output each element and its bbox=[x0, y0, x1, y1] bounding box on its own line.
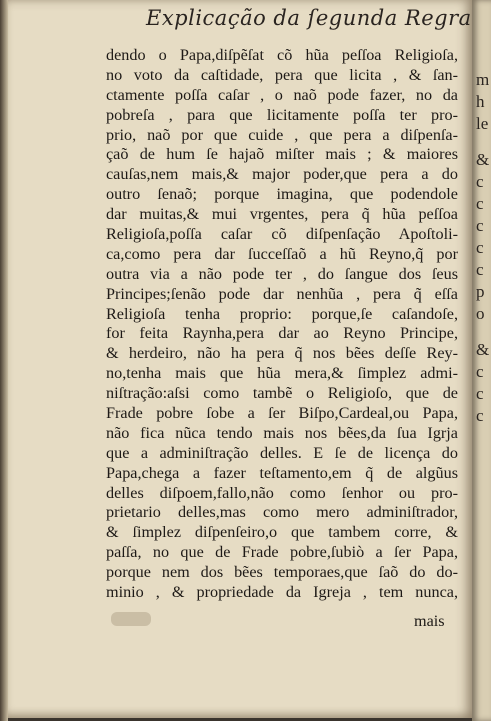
text-line: no voto da caſtidade, pera que licita , & ſan- bbox=[106, 65, 458, 84]
text-line: ctamente poſſa caſar , o naõ pode fazer, no da bbox=[106, 85, 458, 104]
text-line: prio, naõ por que cuide , que pera a diſpenſa- bbox=[106, 125, 458, 144]
facing-page-fragment: c bbox=[476, 260, 484, 279]
text-line: paſſa, no que de Frade pobre,ſubiò a ſer Papa, bbox=[106, 543, 458, 562]
text-line: cauſas,nem mais,& major poder,que pera a do bbox=[106, 165, 458, 184]
text-line: dendo o Papa,diſpẽſat cõ hũa peſſoa Religioſa, bbox=[106, 46, 458, 64]
text-line: outro ſenaõ; porque imagina, que podendole bbox=[106, 185, 458, 204]
facing-page-fragment: c bbox=[476, 384, 484, 403]
facing-page-fragment: le bbox=[476, 114, 489, 133]
text-line: ca,como pera dar ſucceſſaõ a hũ Reyno,q̃ por bbox=[106, 244, 458, 263]
text-line: dar muitas,& mui vrgentes, pera q̃ hũa peſſoa bbox=[106, 205, 458, 224]
text-line: Religioſa,poſſa caſar cõ diſpenſação Apoſtoli- bbox=[106, 225, 458, 244]
text-line: Religioſa tenha proprio: porque,ſe caſandoſe, bbox=[106, 304, 458, 323]
facing-page-fragment: h bbox=[476, 92, 485, 111]
text-line: çaõ de hum ſe hajaõ miſter mais ; & maiores bbox=[106, 145, 458, 164]
text-line: prietario delles,mas como mero adminiſtrador, bbox=[106, 503, 458, 522]
left-page bbox=[6, 0, 472, 718]
text-line: & herdeiro, não ha pera q̃ nos bẽes deſſe Rey- bbox=[106, 344, 458, 363]
text-line: que a adminiſtração delles. E ſe de licença do bbox=[106, 443, 458, 462]
text-line: outra via a não pode ter , do ſangue dos ſeus bbox=[106, 264, 458, 283]
page-edge bbox=[0, 0, 8, 721]
facing-page-edge bbox=[472, 0, 491, 721]
text-line: no,tenha mais que hũa mera,& ſimplez admi- bbox=[106, 364, 458, 383]
ink-smudge bbox=[111, 612, 151, 626]
facing-page-fragment: p bbox=[476, 282, 485, 301]
body-text bbox=[106, 46, 458, 603]
text-line: niſtração:aſsi como tambẽ o Religioſo, que de bbox=[106, 384, 458, 403]
running-head: Explicação da ſegunda Regra bbox=[146, 6, 472, 30]
text-line: minio , & propriedade da Igreja , tem nunca, bbox=[106, 583, 458, 602]
facing-page-fragment: o bbox=[476, 304, 485, 323]
catchword: mais bbox=[414, 612, 445, 630]
facing-page-fragment: c bbox=[476, 216, 484, 235]
facing-page-fragment: m bbox=[476, 70, 490, 89]
text-line: for feita Raynha,pera dar ao Reyno Principe, bbox=[106, 324, 458, 343]
facing-page-fragment: c bbox=[476, 172, 484, 191]
text-line: Frade pobre ſobe a ſer Biſpo,Cardeal,ou Papa, bbox=[106, 404, 458, 423]
facing-page-fragment: & bbox=[476, 340, 490, 359]
text-line: Principes;ſenão pode dar nenhũa , pera q̃ eſſa bbox=[106, 284, 458, 303]
facing-page-fragment: c bbox=[476, 406, 484, 425]
facing-page-fragment: c bbox=[476, 238, 484, 257]
facing-page-fragment: & bbox=[476, 150, 490, 169]
text-line: delles diſpoem,fallo,não como ſenhor ou pro- bbox=[106, 483, 458, 502]
text-line: não fica nũca tendo mais nos bẽes,da ſua Igrja bbox=[106, 423, 458, 442]
facing-page-fragment: c bbox=[476, 194, 484, 213]
facing-page-fragment: c bbox=[476, 362, 484, 381]
text-line: pobreſa , para que licitamente poſſa ter pro- bbox=[106, 105, 458, 124]
text-line: porque nem dos bẽes temporaes,que ſaõ do do- bbox=[106, 563, 458, 582]
text-line: & ſimplez diſpenſeiro,o que tambem corre, & bbox=[106, 523, 458, 542]
text-line: Papa,chega a fazer teſtamento,em q̃ de algũus bbox=[106, 463, 458, 482]
